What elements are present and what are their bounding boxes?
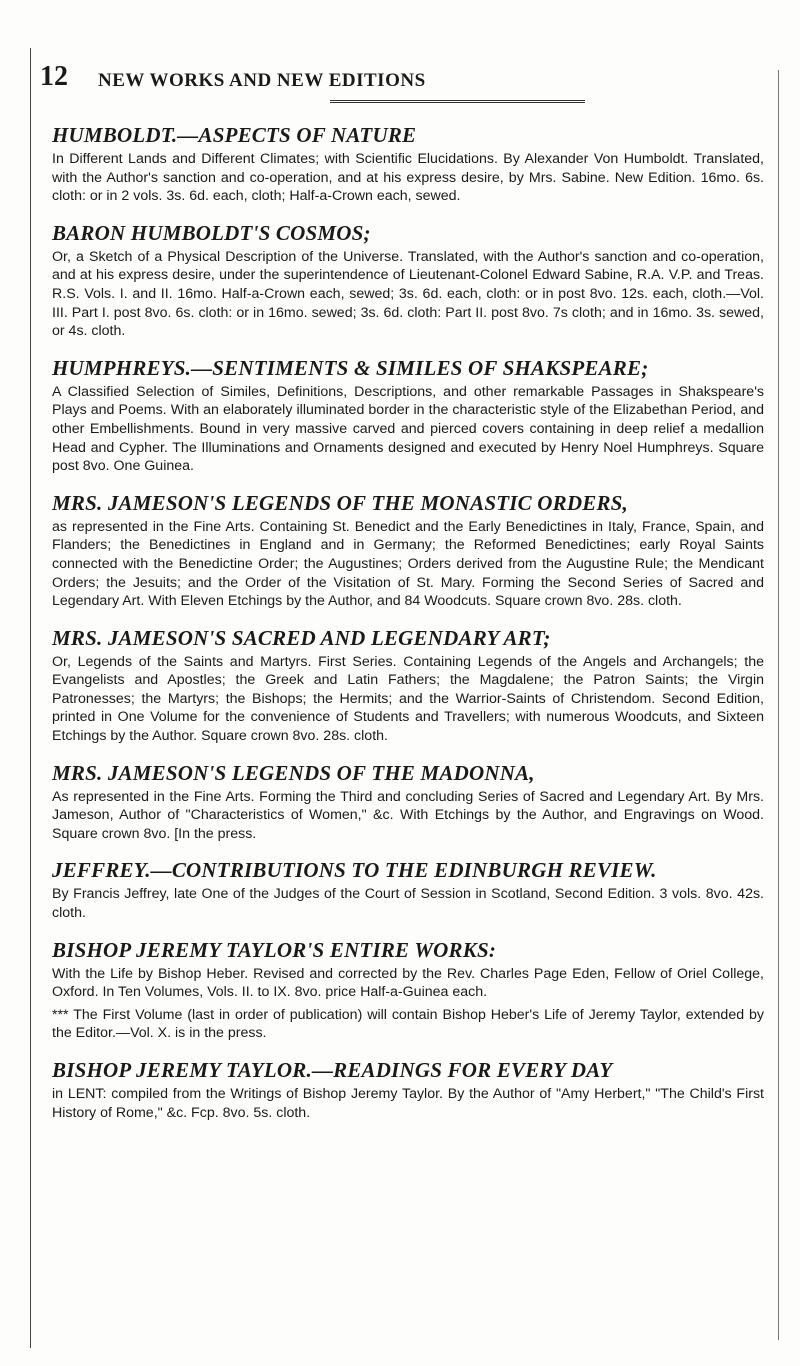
entry-title: MRS. JAMESON'S LEGENDS OF THE MONASTIC ORDERS,: [52, 490, 628, 515]
entry-title: HUMPHREYS.—SENTIMENTS & SIMILES OF SHAKSPEARE;: [52, 355, 649, 380]
entry-jameson-monastic: [52, 490, 764, 611]
entry-description: As represented in the Fine Arts. Forming the Third and concluding Series of Sacred and Legendary Art. By Mrs. Jameson, Author of "Characteristics of Women," &c. With Etchings by the Author, and Engravings on Wood. Square crown 8vo. [In the press.: [52, 788, 764, 842]
entry-jameson-madonna: [52, 760, 764, 844]
entry-description: as represented in the Fine Arts. Containing St. Benedict and the Early Benedictines in Italy, France, Spain, and Flanders; the Benedictines in England and in Germany; the Reformed Benedictines; early Royal Saints connected with the Benedictine Order; the Augustines; Orders derived from the Augustine Rule; the Mendicant Orders; the Jesuits; and the Order of the Visitation of St. Mary. Forming the Second Series of Sacred and Legendary Art. With Eleven Etchings by the Author, and 84 Woodcuts. Square crown 8vo. 28s. cloth.: [52, 518, 764, 610]
entry-title: MRS. JAMESON'S LEGENDS OF THE MADONNA,: [52, 760, 535, 785]
running-head: NEW WORKS AND NEW EDITIONS: [98, 70, 426, 91]
left-border-rule: [30, 48, 31, 1348]
entry-humboldt-cosmos: [52, 220, 764, 341]
entry-humboldt-aspects: [52, 122, 764, 206]
entry-jameson-sacred: [52, 625, 764, 746]
entries-list: [52, 122, 764, 1136]
header-double-rule: [330, 100, 585, 103]
entry-description: A Classified Selection of Similes, Definitions, Descriptions, and other remarkable Passages in Shakspeare's Plays and Poems. With an elaborately illuminated border in the characteristic style of the Elizabethan Period, and other Embellishments. Bound in very massive carved and pierced covers containing in deep relief a medallion Head and Cypher. The Illuminations and Ornaments designed and executed by Henry Noel Humphreys. Square post 8vo. One Guinea.: [52, 383, 764, 475]
page-number: 12: [40, 61, 68, 92]
entry-description: In Different Lands and Different Climates; with Scientific Elucidations. By Alexander Von Humboldt. Translated, with the Author's sanction and co-operation, and at his express desire, by Mrs. Sabine. New Edition. 16mo. 6s. cloth: or in 2 vols. 3s. 6d. each, cloth; Half-a-Crown each, sewed.: [52, 151, 764, 205]
entry-humphreys-shakspeare: [52, 355, 764, 476]
entry-description: Or, Legends of the Saints and Martyrs. First Series. Containing Legends of the Angels and Archangels; the Evangelists and Apostles; the Greek and Latin Fathers; the Magdalene; the Patron Saints; the Virgin Patronesses; the Martyrs; the Bishops; the Hermits; and the Warrior-Saints of Christendom. Second Edition, printed in One Volume for the convenience of Students and Travellers; with numerous Woodcuts, and Sixteen Etchings by the Author. Square crown 8vo. 28s. cloth.: [52, 653, 764, 745]
right-border-rule: [778, 70, 779, 1340]
entry-taylor-readings: [52, 1057, 764, 1122]
entry-description: By Francis Jeffrey, late One of the Judges of the Court of Session in Scotland, Second Edition. 3 vols. 8vo. 42s. cloth.: [52, 886, 764, 922]
entry-note: *** The First Volume (last in order of publication) will contain Bishop Heber's Life of Jeremy Taylor, extended by the Editor.—Vol. X. is in the press.: [52, 1006, 764, 1042]
entry-title: HUMBOLDT.—ASPECTS OF NATURE: [52, 123, 417, 147]
entry-description: Or, a Sketch of a Physical Description of the Universe. Translated, with the Author's sanction and co-operation, and at his express desire, under the superintendence of Lieutenant-Colonel Edward Sabine, R.A. V.P. and Treas. R.S. Vols. I. and II. 16mo. Half-a-Crown each, sewed; 3s. 6d. each, cloth: or in post 8vo. 12s. each, cloth.—Vol. III. Part I. post 8vo. 6s. cloth: or in 16mo. sewed; 3s. 6d. cloth: Part II. post 8vo. 7s cloth; and in 16mo. 3s. sewed, or 4s. cloth.: [52, 248, 764, 340]
entry-title: BISHOP JEREMY TAYLOR'S ENTIRE WORKS:: [52, 937, 497, 962]
page-header: [40, 62, 760, 102]
entry-title: JEFFREY.—CONTRIBUTIONS TO THE EDINBURGH REVIEW.: [52, 858, 657, 883]
entry-description: With the Life by Bishop Heber. Revised and corrected by the Rev. Charles Page Eden, Fellow of Oriel College, Oxford. In Ten Volumes, Vols. II. to IX. 8vo. price Half-a-Guinea each.: [52, 965, 764, 1001]
entry-title: BISHOP JEREMY TAYLOR.—READINGS FOR EVERY DAY: [52, 1058, 613, 1082]
entry-taylor-works: [52, 937, 764, 1043]
entry-title: MRS. JAMESON'S SACRED AND LEGENDARY ART;: [52, 625, 551, 650]
entry-title: BARON HUMBOLDT'S COSMOS;: [52, 220, 371, 245]
entry-description: in LENT: compiled from the Writings of Bishop Jeremy Taylor. By the Author of "Amy Herbert," "The Child's First History of Rome," &c. Fcp. 8vo. 5s. cloth.: [52, 1086, 764, 1121]
entry-jeffrey-contributions: [52, 857, 764, 922]
